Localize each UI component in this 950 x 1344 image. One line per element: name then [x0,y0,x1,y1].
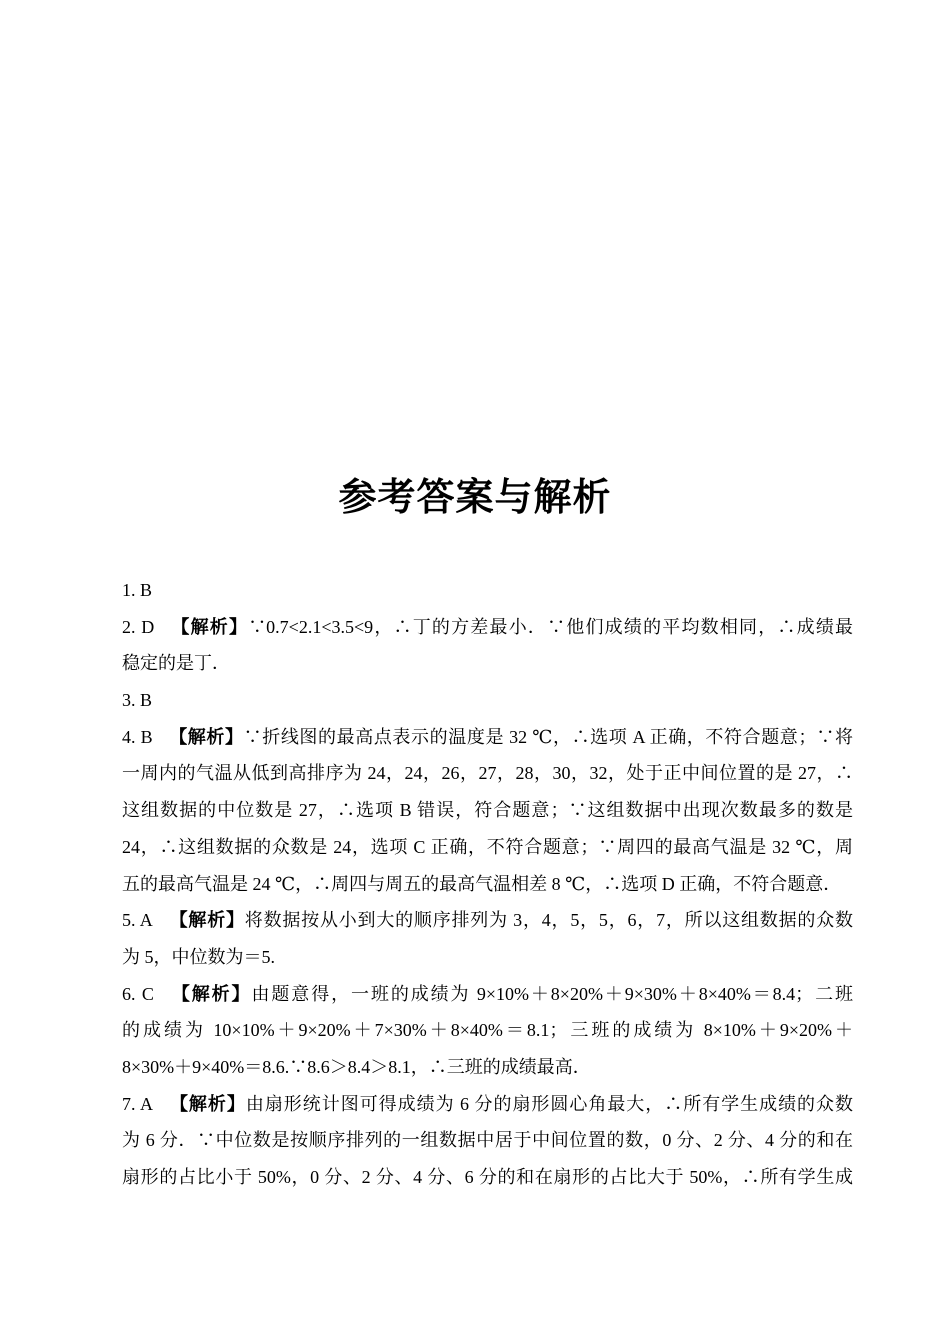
answer-label-q6: 6. C [122,983,154,1004]
answer-line-q2-2 [122,645,853,682]
answer-line-q6-3 [122,1049,853,1086]
answer-line-q3 [122,682,853,719]
analysis-text: 由题意得，一班的成绩为 9×10%＋8×20%＋9×30%＋8×40%＝8.4；二班 [251,983,853,1004]
analysis-text: 为 5，中位数为＝5. [122,946,275,967]
analysis-text: 稳定的是丁． [122,653,230,674]
analysis-text: 将数据按从小到大的顺序排列为 3，4，5，5，6，7，所以这组数据的众数 [244,910,854,931]
analysis-text: 五的最高气温是 24 ℃，∴周四与周五的最高气温相差 8 ℃，∴选项 D 正确，不符合题意． [122,873,842,894]
answer-label-q3: 3. B [122,690,153,711]
answer-label-q4: 4. B [122,726,153,747]
analysis-text: ∵0.7<2.1<3.5<9，∴丁的方差最小．∵他们成绩的平均数相同，∴成绩最 [248,616,854,637]
page-title: 参考答案与解析 [338,477,612,519]
analysis-text: 的成绩为 10×10%＋9×20%＋7×30%＋8×40%＝8.1；三班的成绩为 8×10%＋9×20%＋ [122,1020,853,1041]
answer-line-q7-1 [122,1086,853,1123]
analysis-text: 为 6 分．∵中位数是按顺序排列的一组数据中居于中间位置的数，0 分、2 分、4 分的和在 [122,1130,853,1151]
analysis-tag-q7: 【解析】 [168,1093,246,1114]
analysis-tag-q2: 【解析】 [170,616,249,637]
answer-label-q1: 1. B [122,580,153,600]
answer-line-q6-2 [122,1012,853,1049]
answer-line-q4-5 [122,866,853,903]
analysis-tag-q6: 【解析】 [169,983,252,1004]
answer-line-q5-2 [122,939,853,976]
analysis-text: 24，∴这组数据的众数是 24，选项 C 正确，不符合题意；∵周四的最高气温是 32 ℃，周 [122,836,853,857]
answer-label-q5: 5. A [122,910,153,931]
answer-line-q6-1 [122,976,853,1013]
answer-line-q7-2 [122,1122,853,1159]
analysis-text: 8×30%＋9×40%＝8.6.∵8.6＞8.4＞8.1，∴三班的成绩最高． [122,1056,591,1077]
analysis-text: 这组数据的中位数是 27，∴选项 B 错误，符合题意；∵这组数据中出现次数最多的数是 [122,800,853,821]
answer-line-q4-1 [122,719,853,756]
analysis-text: ∵折线图的最高点表示的温度是 32 ℃，∴选项 A 正确，不符合题意；∵将 [243,726,854,747]
answer-line-q5-1 [122,902,853,939]
answer-line-q7-3 [122,1159,853,1196]
answer-label-q7: 7. A [122,1093,153,1114]
analysis-text: 由扇形统计图可得成绩为 6 分的扇形圆心角最大，∴所有学生成绩的众数 [245,1093,854,1114]
analysis-tag-q5: 【解析】 [168,910,245,931]
analysis-tag-q4: 【解析】 [168,726,244,747]
analysis-text: 扇形的占比小于 50%，0 分、2 分、4 分、6 分的和在扇形的占比大于 50%，∴所有学生成 [122,1167,853,1187]
answer-label-q2: 2. D [122,616,155,637]
answer-line-q4-2 [122,755,853,792]
answer-line-q2-1 [122,609,853,646]
answer-line-q1 [122,572,853,609]
answers-body [122,572,853,1196]
answer-line-q4-4 [122,829,853,866]
analysis-text: 一周内的气温从低到高排序为 24，24，26，27，28，30，32，处于正中间位置的是 27，∴ [122,763,853,784]
answer-line-q4-3 [122,792,853,829]
